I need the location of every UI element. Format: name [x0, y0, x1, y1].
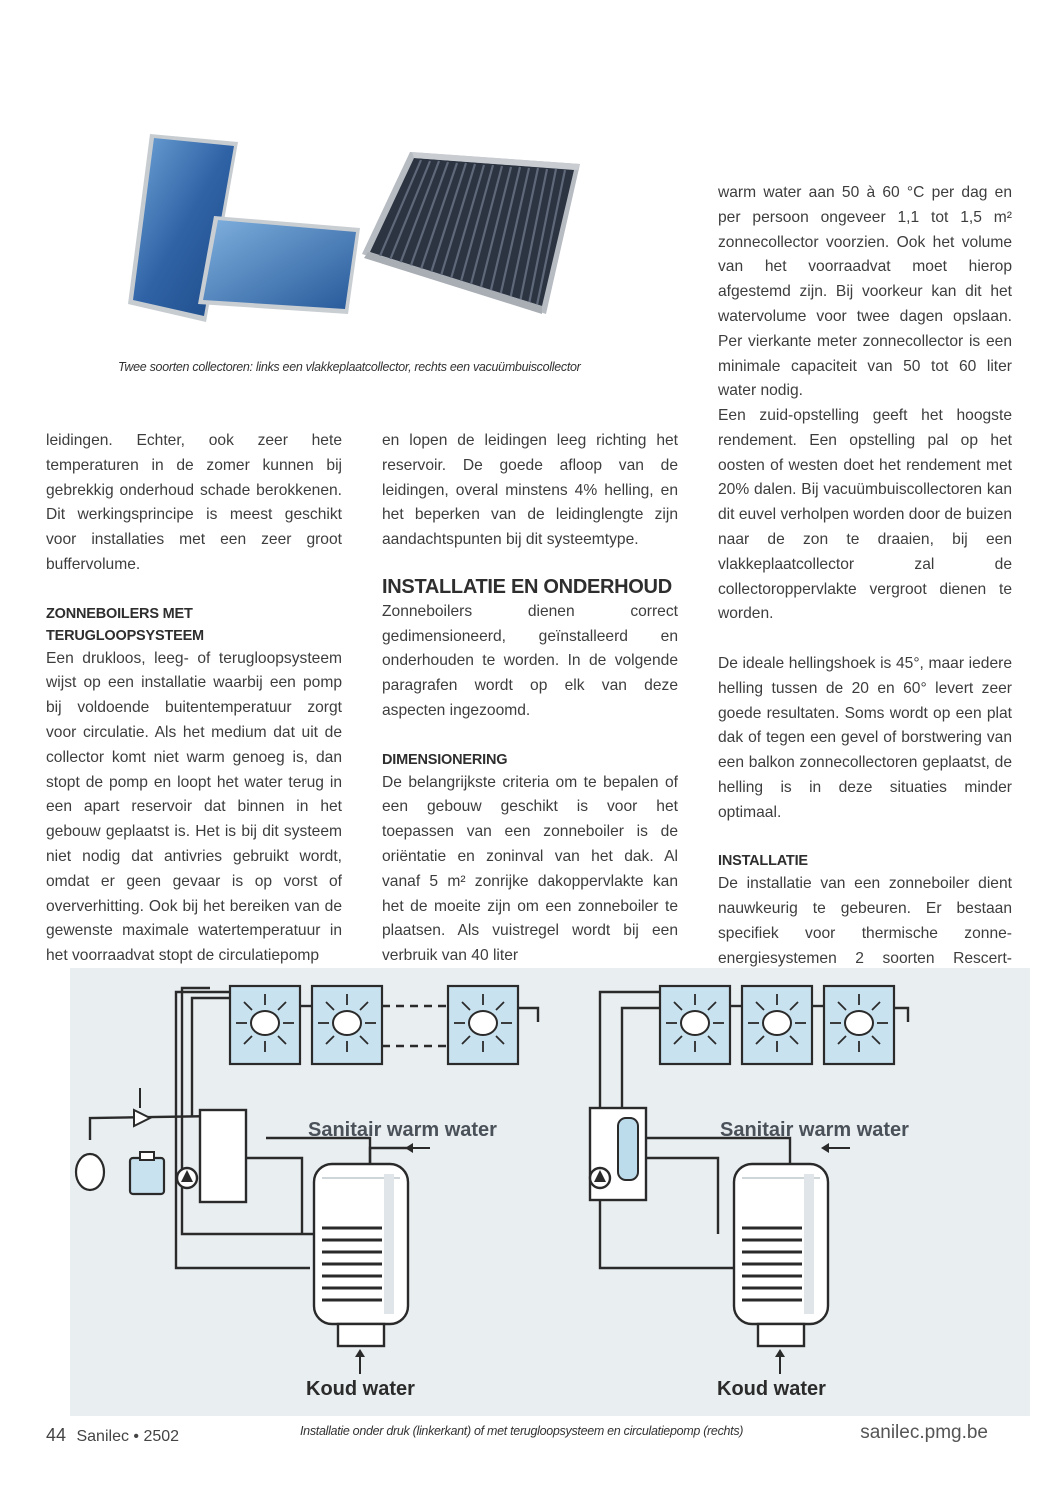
diagram-caption: Installatie onder druk (linkerkant) of met terugloopsysteem en circulatiepomp (rechts): [300, 1424, 744, 1438]
paragraph: leidingen. Echter, ook zeer hete temperaturen in de zomer kunnen bij gebrekkig onderhoud schade berokkenen. Dit werkingsprincipe is meest geschikt voor installaties met een zeer groot buffervolume.: [46, 432, 342, 573]
collector-panel: [660, 986, 730, 1064]
subsection-heading: INSTALLATIE: [718, 853, 808, 870]
column-2: [382, 429, 678, 994]
collectors-photo: [118, 118, 598, 340]
left-cold-water-label: Koud water: [306, 1378, 415, 1400]
paragraph: De belangrijkste criteria om te bepalen of een gebouw geschikt is voor het toepassen van een zonneboiler is de oriëntatie en zoninval van het dak. Al vanaf 5 m² zonrijke dakoppervlakte kan het de moeite zijn om een zonneboiler te plaatsen. Als vuistregel wordt bij een verbruik van 40 liter: [382, 773, 678, 965]
photo-caption: Twee soorten collectoren: links een vlakkeplaatcollector, rechts een vacuümbuiscollector: [118, 360, 581, 374]
storage-tank: [314, 1164, 408, 1346]
diagram-drawing: [70, 968, 1030, 1416]
publication-issue: Sanilec • 2502: [76, 1428, 180, 1445]
column-3: [718, 404, 1012, 1021]
website-link[interactable]: sanilec.pmg.be: [860, 1422, 988, 1443]
paragraph: en lopen de leidingen leeg richting het reservoir. De goede afloop van de leidingen, overal minstens 4% helling, en het beperken van de leidinglengte zijn aandachtspunten bij dit systeemtype.: [382, 432, 678, 549]
collector-panel: [742, 986, 812, 1064]
paragraph: De installatie van een zonneboiler dient nauwkeurig te gebeuren. Er bestaan specifiek voor thermische zonne-energiesystemen 2 soorten Rescert-: [718, 875, 1012, 967]
column-1: [46, 429, 342, 994]
section-heading: INSTALLATIE EN ONDERHOUD: [382, 575, 672, 598]
paragraph: warm water aan 50 à 60 °C per dag en per persoon ongeveer 1,1 tot 1,5 m² zonnecollector voorzien. Ook het volume van het voorraadvat moet hierop afgestemd zijn. Bij voorkeur kan dit het watervolume voor twee dagen opslaan. Per vierkante meter zonnecollector is een minimale capaciteit van 50 tot 60 liter water nodig.: [718, 184, 1012, 400]
heading-line: TERUGLOOPSYSTEEM: [46, 627, 204, 644]
page-footer: [46, 1425, 179, 1446]
collector-panel: [312, 986, 382, 1064]
page-number: 44: [46, 1425, 67, 1445]
right-system: [590, 986, 908, 1374]
left-hot-water-label: Sanitair warm water: [308, 1119, 497, 1141]
heading-line: ZONNEBOILERS MET: [46, 605, 193, 622]
collector-panel: [824, 986, 894, 1064]
right-cold-water-label: Koud water: [717, 1378, 826, 1400]
paragraph: Zonneboilers dienen correct gedimensioneerd, geïnstalleerd en onderhouden te worden. In de volgende paragrafen wordt op elk van deze aspecten ingezoomd.: [382, 602, 678, 719]
column-3-top: [718, 181, 1012, 429]
section-heading: [46, 603, 342, 647]
paragraph: Een drukloos, leeg- of terugloopsysteem wijst op een installatie waarbij een pomp bij voldoende buitentemperatuur zorgt voor circulatie. Als het medium dat uit de collector komt niet warm genoeg is, dan stopt de pomp en loopt het water terug in een apart reservoir dat binnen in het gebouw geplaatst is. Het is bij dit systeem niet nodig dat antivries gebruikt wordt, omdat er geen gevaar is op vorst of oververhitting. Ook bij het bereiken van de gewenste maximale watertemperatuur in het voorraadvat stopt de circulatiepomp: [46, 649, 342, 965]
collector-panel: [230, 986, 300, 1064]
right-hot-water-label: Sanitair warm water: [720, 1119, 909, 1141]
collector-panel: [448, 986, 518, 1064]
paragraph: Een zuid-opstelling geeft het hoogste rendement. Een opstelling pal op het oosten of westen doet het rendement met 20% dalen. Bij vacuümbuiscollectoren kan dit euvel verholpen worden door de buizen naar de zon te draaien, bij een vlakkeplaatcollector zal de collectoroppervlakte vergroot dienen te worden.: [718, 407, 1012, 623]
storage-tank: [734, 1164, 828, 1346]
subsection-heading: DIMENSIONERING: [382, 751, 508, 768]
left-system: [76, 986, 538, 1374]
paragraph: De ideale hellingshoek is 45°, maar iedere helling tussen de 20 en 60° levert zeer goede resultaten. Soms wordt op een plat dak of tegen een gevel of borstwering van een balkon zonnecollectoren geplaatst, de helling is in deze situaties minder optimaal.: [718, 654, 1012, 821]
